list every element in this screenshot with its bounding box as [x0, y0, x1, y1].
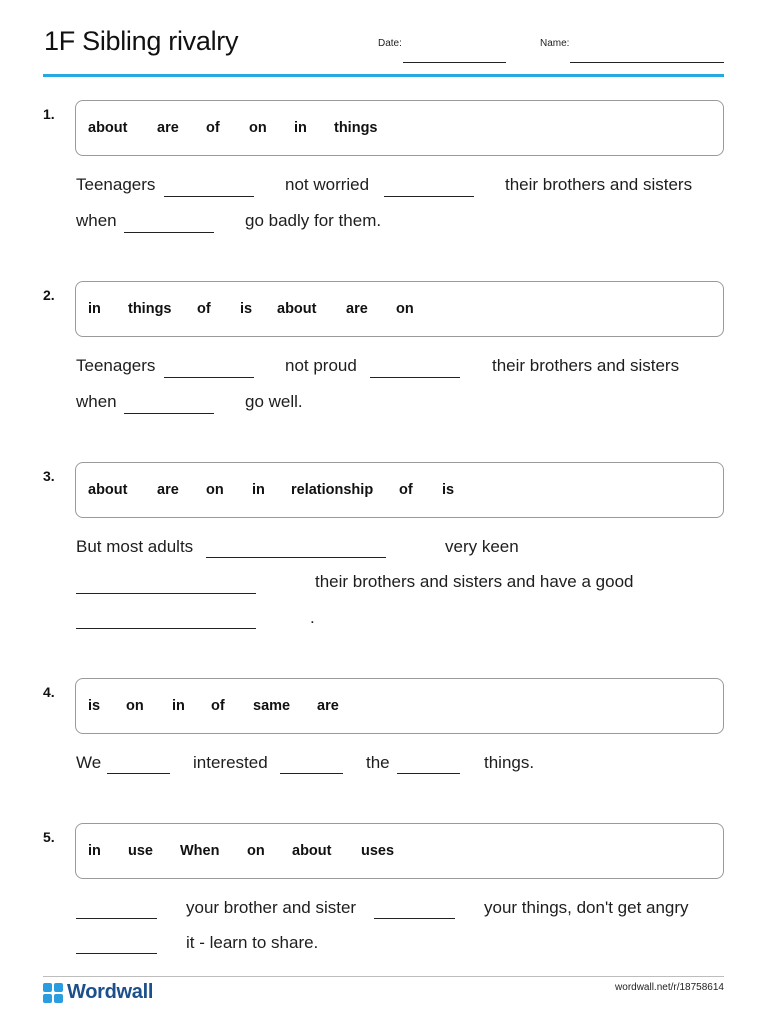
word-tile[interactable]: on	[247, 843, 265, 859]
word-tile[interactable]: on	[396, 301, 414, 317]
answer-blank[interactable]	[164, 377, 254, 378]
word-tile[interactable]: about	[277, 301, 317, 317]
answer-blank[interactable]	[124, 413, 214, 414]
answer-blank[interactable]	[280, 773, 343, 774]
sentence-text: their brothers and sisters	[492, 356, 680, 375]
sentence-text: not proud	[285, 356, 357, 375]
word-tile[interactable]: in	[88, 301, 101, 317]
word-tile[interactable]: is	[442, 482, 455, 498]
word-tile[interactable]: on	[249, 120, 267, 136]
word-tile[interactable]: on	[206, 482, 224, 498]
word-tile[interactable]: are	[346, 301, 368, 317]
word-tile[interactable]: are	[317, 698, 339, 714]
sentence-text: their brothers and sisters and have a good	[315, 572, 634, 591]
word-tile[interactable]: in	[252, 482, 265, 498]
sentence-text: when	[76, 392, 117, 411]
word-tile[interactable]: of	[211, 698, 225, 714]
sentence-text: go well.	[245, 392, 303, 411]
logo-tile	[54, 994, 63, 1003]
date-field[interactable]	[403, 62, 506, 63]
sentence-text: their brothers and sisters	[505, 175, 693, 194]
question-number: 1.	[43, 106, 55, 122]
footer-url[interactable]: wordwall.net/r/18758614	[615, 982, 724, 993]
word-tile[interactable]: about	[88, 120, 128, 136]
question-number: 3.	[43, 468, 55, 484]
word-tile[interactable]: are	[157, 120, 179, 136]
footer-divider	[43, 976, 724, 977]
sentence-text: Teenagers	[76, 175, 156, 194]
word-tile[interactable]: uses	[361, 843, 395, 859]
question-number: 2.	[43, 287, 55, 303]
word-tile[interactable]: When	[180, 843, 220, 859]
sentence-text: your things, don't get angry	[484, 898, 689, 917]
logo-tile	[43, 994, 52, 1003]
word-bank	[75, 462, 724, 518]
answer-blank[interactable]	[76, 953, 157, 954]
word-tile[interactable]: relationship	[291, 482, 374, 498]
word-tile[interactable]: same	[253, 698, 291, 714]
sentence-text: the	[366, 753, 390, 772]
word-tile[interactable]: about	[88, 482, 128, 498]
answer-blank[interactable]	[164, 196, 254, 197]
sentence-text: .	[310, 608, 315, 627]
sentence-text: interested	[193, 753, 268, 772]
sentence-text: very keen	[445, 537, 519, 556]
name-field[interactable]	[570, 62, 724, 63]
logo-tile	[43, 983, 52, 992]
answer-blank[interactable]	[76, 628, 256, 629]
word-tile[interactable]: about	[292, 843, 332, 859]
word-tile[interactable]: use	[128, 843, 153, 859]
word-tile[interactable]: in	[172, 698, 185, 714]
word-bank	[75, 281, 724, 337]
answer-blank[interactable]	[206, 557, 386, 558]
word-bank	[75, 823, 724, 879]
sentence-text: But most adults	[76, 537, 194, 556]
wordwall-logo-icon	[43, 983, 63, 1003]
word-tile[interactable]: is	[240, 301, 253, 317]
sentence-text: it - learn to share.	[186, 933, 319, 952]
word-tile[interactable]: of	[197, 301, 211, 317]
word-bank	[75, 100, 724, 156]
sentence-text: things.	[484, 753, 535, 772]
logo-tile	[54, 983, 63, 992]
header-divider	[43, 74, 724, 77]
answer-blank[interactable]	[124, 232, 214, 233]
word-tile[interactable]: are	[157, 482, 179, 498]
word-tile[interactable]: things	[128, 301, 172, 317]
word-tile[interactable]: of	[399, 482, 413, 498]
answer-blank[interactable]	[76, 593, 256, 594]
word-tile[interactable]: is	[88, 698, 101, 714]
question-number: 5.	[43, 829, 55, 845]
word-bank	[75, 678, 724, 734]
sentence-text: when	[76, 211, 117, 230]
word-tile[interactable]: on	[126, 698, 144, 714]
name-label: Name:	[540, 38, 570, 49]
sentence-text: not worried	[285, 175, 370, 194]
answer-blank[interactable]	[107, 773, 170, 774]
word-tile[interactable]: in	[88, 843, 101, 859]
answer-blank[interactable]	[397, 773, 460, 774]
wordwall-logo	[43, 981, 153, 1004]
date-label: Date:	[378, 38, 402, 49]
sentence-text: We	[76, 753, 102, 772]
word-tile[interactable]: in	[294, 120, 307, 136]
sentence-text: go badly for them.	[245, 211, 382, 230]
page-title: 1F Sibling rivalry	[44, 26, 239, 56]
sentence-text: Teenagers	[76, 356, 156, 375]
answer-blank[interactable]	[374, 918, 455, 919]
brand-name: Wordwall	[67, 981, 154, 1003]
answer-blank[interactable]	[384, 196, 474, 197]
word-tile[interactable]: of	[206, 120, 220, 136]
word-tile[interactable]: things	[334, 120, 378, 136]
answer-blank[interactable]	[76, 918, 157, 919]
question-number: 4.	[43, 684, 55, 700]
answer-blank[interactable]	[370, 377, 460, 378]
sentence-text: your brother and sister	[186, 898, 357, 917]
